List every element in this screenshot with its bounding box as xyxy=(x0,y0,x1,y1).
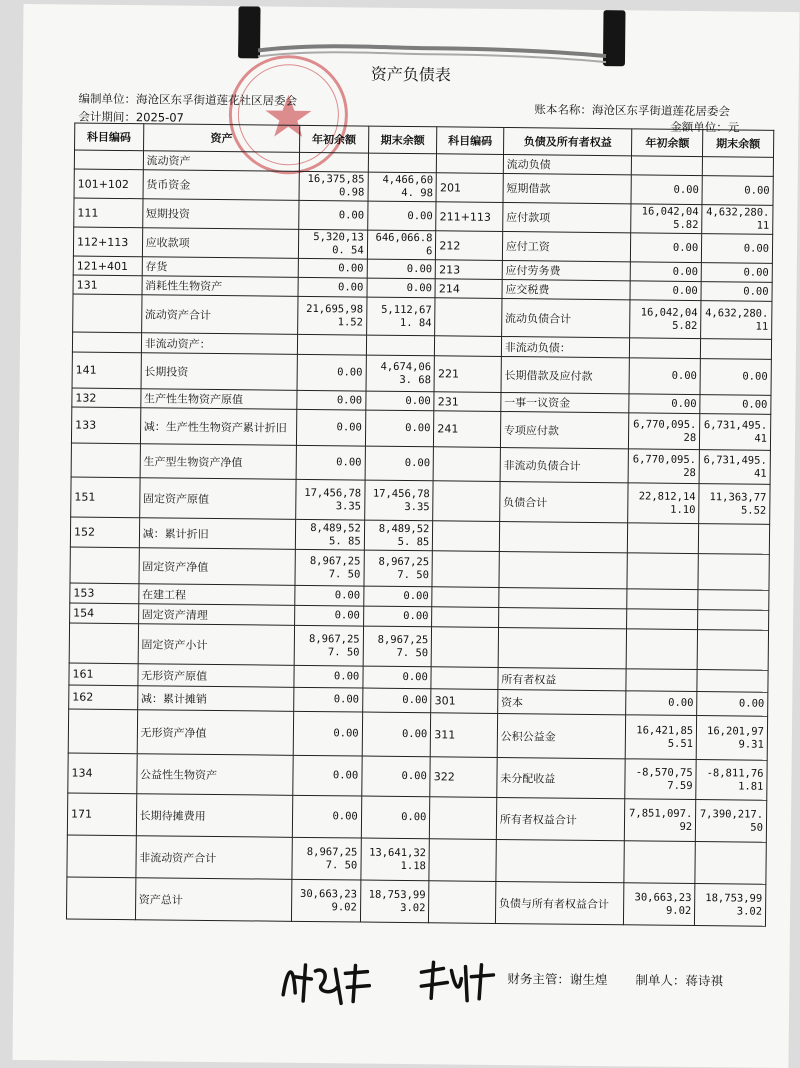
cell-liability-opening xyxy=(632,156,703,176)
cell-asset-code: 133 xyxy=(71,407,140,444)
cell-liability-opening: 16,042,04 5.82 xyxy=(631,204,702,234)
cell-liability-name: 未分配收益 xyxy=(497,757,626,798)
cell-liability-code xyxy=(435,298,502,337)
balance-sheet-table xyxy=(66,123,774,927)
cell-liability-opening: 6,770,095. 28 xyxy=(629,449,700,484)
finance-label: 财务主管： xyxy=(507,971,570,987)
cell-asset-opening: 8,967,257. 50 xyxy=(294,625,363,666)
cell-asset-opening: 0.00 xyxy=(297,390,366,410)
cell-liability-closing xyxy=(699,524,770,555)
cell-liability-opening: 7,851,097. 92 xyxy=(625,799,696,842)
cell-asset-closing: 18,753,99 3.02 xyxy=(360,880,429,923)
cell-asset-closing: 0.00 xyxy=(365,410,434,447)
cell-asset-code: 141 xyxy=(72,352,141,389)
cell-liability-opening: 0.00 xyxy=(629,358,700,395)
cell-liability-name: 流动负债合计 xyxy=(501,298,630,337)
cell-liability-code xyxy=(433,447,500,482)
signature-mark-2 xyxy=(415,958,499,1005)
cell-asset-closing: 0.00 xyxy=(367,278,436,298)
finance-name: 谢生煌 xyxy=(569,971,608,988)
cell-asset-opening xyxy=(298,334,367,355)
cell-asset-code: 101+102 xyxy=(74,169,143,199)
cell-asset-code xyxy=(70,547,139,584)
cell-asset-name: 减：累计折旧 xyxy=(139,518,296,550)
cell-asset-code xyxy=(67,835,136,878)
cell-liability-code: 212 xyxy=(436,231,503,261)
cell-asset-opening: 0.00 xyxy=(296,445,365,480)
cell-asset-opening xyxy=(299,152,368,172)
table-row xyxy=(67,793,766,842)
compiler-label: 编制单位： xyxy=(78,91,137,107)
cell-asset-closing: 0.00 xyxy=(362,756,431,797)
cell-liability-closing: 11,363,77 5.52 xyxy=(699,484,770,525)
cell-asset-opening: 0.00 xyxy=(293,755,362,796)
cell-liability-closing: -8,811,76 1.81 xyxy=(696,760,767,801)
cell-liability-name: 流动负债 xyxy=(503,154,632,174)
cell-asset-name: 非流动资产合计 xyxy=(136,836,293,880)
cell-liability-closing xyxy=(698,554,769,591)
col-header-liability-opening: 年初余额 xyxy=(632,129,703,157)
cell-liability-name: 应付款项 xyxy=(503,202,632,232)
cell-asset-opening: 0.00 xyxy=(298,277,367,297)
cell-liability-closing: 0.00 xyxy=(700,395,771,415)
cell-asset-code xyxy=(66,877,135,920)
cell-asset-opening: 16,375,85 0.98 xyxy=(299,171,368,201)
cell-liability-closing xyxy=(695,842,766,885)
cell-asset-closing: 0.00 xyxy=(362,712,431,757)
cell-liability-opening: 0.00 xyxy=(631,175,702,205)
cell-asset-opening: 8,489,525. 85 xyxy=(295,519,364,550)
cell-liability-name xyxy=(496,839,625,882)
cell-liability-opening: 6,770,095. 28 xyxy=(629,413,700,450)
cell-asset-closing: 17,456,78 3.35 xyxy=(364,480,433,521)
cell-asset-opening: 30,663,23 9.02 xyxy=(292,879,361,922)
cell-liability-code xyxy=(429,881,496,924)
cell-asset-closing: 0.00 xyxy=(361,796,430,839)
cell-liability-name: 负债与所有者权益合计 xyxy=(495,881,624,924)
cell-liability-opening: 0.00 xyxy=(630,281,701,301)
cell-asset-name: 应收款项 xyxy=(142,228,299,259)
cell-asset-name: 生产型生物资产净值 xyxy=(140,444,297,480)
cell-asset-code: 134 xyxy=(68,753,137,794)
cell-liability-code: 214 xyxy=(435,279,502,299)
cell-liability-code: 231 xyxy=(434,392,501,412)
cell-asset-code: 152 xyxy=(70,517,139,548)
cell-liability-name: 应交税费 xyxy=(502,279,631,299)
cell-asset-code: 171 xyxy=(67,793,136,836)
cell-liability-closing: 0.00 xyxy=(701,282,772,302)
cell-liability-opening xyxy=(627,553,698,590)
cell-asset-closing: 0.00 xyxy=(363,586,432,607)
cell-asset-closing: 0.00 xyxy=(363,606,432,627)
cell-asset-name: 流动资产 xyxy=(143,151,300,172)
cell-liability-code: 241 xyxy=(434,411,501,448)
cell-asset-opening: 5,320,130. 54 xyxy=(299,229,368,259)
cell-asset-opening: 8,967,257. 50 xyxy=(292,837,361,880)
cell-liability-code xyxy=(432,607,499,628)
cell-asset-code xyxy=(71,443,140,478)
cell-liability-opening: 30,663,23 9.02 xyxy=(624,883,695,926)
cell-liability-closing: 4,632,280. 11 xyxy=(702,205,773,235)
unit-label: 金额单位： xyxy=(670,119,728,135)
cell-liability-code xyxy=(431,627,498,668)
cell-liability-opening xyxy=(628,523,699,554)
cell-liability-code xyxy=(432,587,499,608)
cell-liability-closing xyxy=(698,610,769,631)
account-label: 账本名称： xyxy=(534,102,593,117)
cell-liability-name xyxy=(498,627,627,668)
cell-liability-name: 长期借款及应付款 xyxy=(501,356,630,393)
unit-value: 元 xyxy=(727,120,740,135)
cell-asset-code: 121+401 xyxy=(73,256,142,276)
cell-liability-opening: 16,042,04 5.82 xyxy=(630,300,701,339)
cell-liability-code: 211+113 xyxy=(436,202,503,232)
cell-asset-code: 153 xyxy=(70,583,139,604)
table-row xyxy=(68,709,767,760)
cell-asset-opening: 0.00 xyxy=(297,354,366,391)
col-header-liability-closing: 期末余额 xyxy=(703,130,774,158)
cell-liability-code xyxy=(433,521,500,552)
cell-liability-name: 所有者权益 xyxy=(498,667,627,690)
col-header-liability: 负债及所有者权益 xyxy=(503,127,632,155)
cell-asset-closing: 0.00 xyxy=(367,259,436,279)
cell-liability-closing: 0.00 xyxy=(702,176,773,206)
cell-liability-opening xyxy=(630,338,701,359)
cell-liability-name: 应付工资 xyxy=(502,231,631,261)
table-row xyxy=(67,835,766,884)
cell-asset-name: 固定资产净值 xyxy=(139,548,296,586)
cell-asset-opening: 17,456,78 3.35 xyxy=(296,479,365,520)
document-maker xyxy=(635,970,723,989)
cell-liability-opening: 0.00 xyxy=(631,262,702,282)
col-header-asset-opening: 年初余额 xyxy=(300,125,369,153)
cell-asset-opening: 0.00 xyxy=(293,711,362,756)
cell-liability-name: 公积公益金 xyxy=(497,713,626,758)
cell-asset-name: 减：生产性生物资产累计折旧 xyxy=(140,408,297,446)
cell-asset-code: 132 xyxy=(72,388,141,408)
finance-supervisor xyxy=(507,969,607,988)
cell-asset-name: 固定资产小计 xyxy=(138,624,295,666)
cell-asset-closing: 0.00 xyxy=(363,666,432,689)
cell-asset-opening: 0.00 xyxy=(299,200,368,230)
signature-mark-1 xyxy=(275,957,376,1008)
account-line xyxy=(534,101,730,119)
cell-asset-name: 长期投资 xyxy=(141,353,298,391)
cell-asset-opening: 0.00 xyxy=(297,409,366,446)
col-header-liability-code: 科目编码 xyxy=(437,127,504,155)
cell-asset-name: 固定资产原值 xyxy=(139,478,296,520)
cell-asset-opening: 0.00 xyxy=(295,605,364,626)
cell-asset-closing: 5,112,671. 84 xyxy=(366,297,435,336)
cell-liability-opening: 0.00 xyxy=(629,394,700,414)
cell-liability-closing: 18,753,99 3.02 xyxy=(695,884,766,927)
cell-asset-opening: 0.00 xyxy=(294,665,363,688)
cell-liability-closing: 16,201,97 9.31 xyxy=(696,716,767,761)
cell-liability-name: 非流动负债： xyxy=(501,336,630,357)
cell-liability-closing: 6,731,495. 41 xyxy=(699,450,770,485)
cell-asset-name: 公益性生物资产 xyxy=(136,754,293,796)
cell-liability-name xyxy=(499,551,628,588)
cell-asset-closing: 0.00 xyxy=(366,391,435,411)
cell-liability-code: 213 xyxy=(436,260,503,280)
cell-asset-closing: 8,967,257. 50 xyxy=(364,550,433,587)
cell-liability-code: 221 xyxy=(434,356,501,393)
cell-liability-closing xyxy=(698,590,769,611)
cell-asset-name: 固定资产清理 xyxy=(138,604,295,626)
cell-asset-closing: 0.00 xyxy=(362,688,431,713)
cell-liability-opening: -8,570,75 7.59 xyxy=(625,759,696,800)
cell-asset-name: 生产性生物资产原值 xyxy=(140,389,297,410)
cell-liability-closing xyxy=(701,339,772,360)
cell-liability-name: 一事一议资金 xyxy=(501,392,630,412)
cell-asset-name: 无形资产净值 xyxy=(137,710,294,756)
cell-asset-closing: 0.00 xyxy=(365,446,434,481)
cell-liability-name: 非流动负债合计 xyxy=(500,447,629,482)
cell-liability-closing: 7,390,217. 50 xyxy=(696,800,767,843)
cell-liability-name: 资本 xyxy=(497,689,626,714)
cell-liability-name: 负债合计 xyxy=(499,481,628,522)
cell-liability-opening: 0.00 xyxy=(626,691,697,716)
cell-liability-closing: 6,731,495. 41 xyxy=(700,414,771,451)
cell-asset-closing: 646,066.86 xyxy=(367,230,436,260)
cell-asset-name: 存货 xyxy=(142,257,299,278)
cell-asset-code: 154 xyxy=(70,603,139,624)
cell-asset-name: 资产总计 xyxy=(135,878,292,922)
cell-liability-code: 201 xyxy=(436,173,503,203)
cell-liability-name xyxy=(498,607,627,628)
col-header-asset-closing: 期末余额 xyxy=(368,126,437,154)
col-header-asset: 资产 xyxy=(143,124,300,153)
cell-asset-closing: 8,489,525. 85 xyxy=(364,520,433,551)
cell-asset-closing: 8,967,257. 50 xyxy=(363,626,432,667)
cell-liability-opening: 16,421,85 5.51 xyxy=(626,715,697,760)
account-value: 海沧区东孚街道莲花居委会 xyxy=(591,102,731,119)
cell-liability-name: 所有者权益合计 xyxy=(496,797,625,840)
cell-asset-code: 162 xyxy=(69,685,138,710)
table-body xyxy=(66,150,773,926)
cell-liability-closing: 0.00 xyxy=(700,359,771,396)
cell-liability-opening xyxy=(627,609,698,630)
cell-asset-code xyxy=(72,332,141,353)
cell-asset-name: 短期投资 xyxy=(142,199,299,230)
cell-liability-opening: 0.00 xyxy=(631,233,702,263)
cell-liability-opening: 22,812,14 1.10 xyxy=(628,483,699,524)
cell-liability-name xyxy=(499,587,628,608)
cell-asset-opening: 0.00 xyxy=(298,258,367,278)
cell-liability-code xyxy=(437,154,504,174)
cell-asset-closing: 4,466,604. 98 xyxy=(368,172,437,202)
cell-liability-code: 322 xyxy=(430,757,497,798)
compiler-value: 海沧区东孚街道莲花社区居委会 xyxy=(135,92,298,108)
cell-asset-closing xyxy=(368,153,437,173)
period-value: 2025-07 xyxy=(135,110,185,125)
cell-asset-name: 无形资产原值 xyxy=(138,664,295,688)
cell-liability-name: 专项应付款 xyxy=(500,411,629,448)
cell-liability-closing: 4,632,280. 11 xyxy=(701,301,772,340)
cell-asset-closing: 0.00 xyxy=(367,201,436,231)
cell-asset-opening: 8,967,257. 50 xyxy=(295,549,364,586)
ledger-paper xyxy=(12,4,799,1068)
cell-asset-name: 消耗性生物资产 xyxy=(142,276,299,297)
cell-liability-closing: 0.00 xyxy=(697,692,768,717)
cell-asset-name: 非流动资产： xyxy=(141,333,298,355)
cell-asset-name: 长期待摊费用 xyxy=(136,794,293,838)
cell-liability-code: 311 xyxy=(431,713,498,758)
cell-asset-closing: 13,641,32 1.18 xyxy=(361,838,430,881)
cell-asset-code xyxy=(69,623,138,664)
maker-name: 蒋诗祺 xyxy=(685,972,723,989)
cell-liability-closing xyxy=(702,157,773,177)
cell-asset-name: 货币资金 xyxy=(143,170,300,201)
maker-label: 制单人： xyxy=(635,972,686,988)
cell-liability-closing xyxy=(697,670,768,693)
cell-liability-code xyxy=(433,481,500,522)
cell-asset-opening: 0.00 xyxy=(292,795,361,838)
cell-liability-code xyxy=(430,797,497,840)
cell-liability-name: 短期借款 xyxy=(503,173,632,203)
cell-asset-code: 151 xyxy=(71,477,140,518)
cell-liability-code xyxy=(435,336,502,357)
cell-liability-code xyxy=(431,667,498,690)
cell-asset-opening: 21,695,98 1.52 xyxy=(298,296,367,335)
cell-asset-closing xyxy=(366,335,435,356)
cell-liability-closing xyxy=(697,630,768,671)
cell-liability-name xyxy=(499,521,628,552)
cell-liability-opening xyxy=(627,589,698,610)
cell-liability-opening xyxy=(626,669,697,692)
cell-liability-name: 应付劳务费 xyxy=(502,260,631,280)
cell-asset-code: 161 xyxy=(69,663,138,686)
cell-liability-code xyxy=(429,839,496,882)
cell-liability-closing: 0.00 xyxy=(702,234,773,264)
cell-asset-code xyxy=(73,294,142,333)
cell-asset-code: 112+113 xyxy=(73,227,142,257)
cell-asset-closing: 4,674,063. 68 xyxy=(366,355,435,392)
col-header-asset-code: 科目编码 xyxy=(75,123,144,151)
cell-liability-code xyxy=(432,551,499,588)
cell-asset-code: 111 xyxy=(74,198,143,228)
cell-liability-opening xyxy=(624,841,695,884)
cell-asset-name: 在建工程 xyxy=(138,584,295,606)
cell-asset-name: 减：累计摊销 xyxy=(137,686,294,712)
cell-asset-opening: 0.00 xyxy=(294,687,363,712)
cell-liability-closing: 0.00 xyxy=(701,263,772,283)
cell-asset-code xyxy=(74,150,143,170)
cell-asset-code xyxy=(68,709,137,754)
table-row xyxy=(66,877,765,926)
compiler-line xyxy=(78,91,297,109)
cell-liability-code: 301 xyxy=(431,689,498,714)
cell-asset-code: 131 xyxy=(73,275,142,295)
period-label: 会计期间： xyxy=(78,109,136,125)
report-title: 资产负债表 xyxy=(370,64,451,85)
cell-asset-name: 流动资产合计 xyxy=(141,295,298,335)
cell-asset-opening: 0.00 xyxy=(295,585,364,606)
cell-liability-opening xyxy=(627,629,698,670)
